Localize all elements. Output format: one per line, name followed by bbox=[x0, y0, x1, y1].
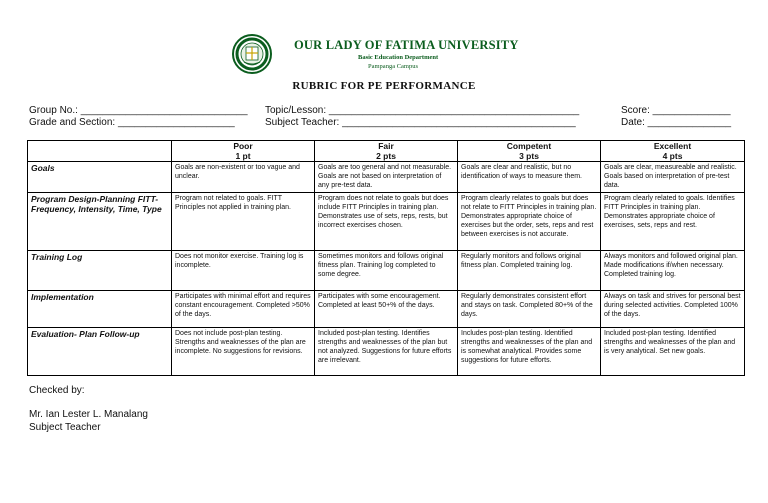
university-name: OUR LADY OF FATIMA UNIVERSITY bbox=[294, 38, 519, 52]
table-row bbox=[28, 290, 745, 327]
poor-cell: Does not include post-plan testing. Strengths and weaknesses of the plan are incomplete. No suggestions for revisions. bbox=[172, 327, 315, 375]
fair-cell: Sometimes monitors and follows original fitness plan. Training log completed to some degree. bbox=[315, 250, 458, 290]
competent-cell: Includes post-plan testing. Identified strengths and weaknesses of the plan and is somewhat analytical. Provides some suggestions for future efforts. bbox=[458, 327, 601, 375]
criterion-cell: Goals bbox=[28, 162, 172, 193]
criterion-cell: Program Design-Planning FITT- Frequency, Intensity, Time, Type bbox=[28, 192, 172, 250]
criteria-header bbox=[28, 141, 172, 162]
fair-cell: Participates with some encouragement. Completed at least 50+% of the days. bbox=[315, 290, 458, 327]
group-field: Group No.: ______________________________ bbox=[29, 105, 248, 116]
fair-cell: Program does not relate to goals but does include FITT Principles in training plan. Demonstrates use of sets, reps, rests, but incorrect exercises chosen. bbox=[315, 192, 458, 250]
criterion-cell: Training Log bbox=[28, 250, 172, 290]
topic-field: Topic/Lesson: _____________________________________________ bbox=[265, 105, 580, 116]
competent-cell: Regularly demonstrates consistent effort and stays on task. Completed 80+% of the days. bbox=[458, 290, 601, 327]
university-header bbox=[232, 34, 532, 78]
excellent-cell: Always monitors and followed original plan. Made modifications if/when necessary. Completed training log. bbox=[601, 250, 745, 290]
fair-cell: Goals are too general and not measurable. Goals are not based on interpretation of any pre-test data. bbox=[315, 162, 458, 193]
university-seal-icon bbox=[232, 34, 272, 74]
teacher-role: Subject Teacher bbox=[29, 422, 101, 433]
excellent-cell: Included post-plan testing. Identified strengths and weaknesses of the plan and is very analytical. Set new goals. bbox=[601, 327, 745, 375]
poor-cell: Participates with minimal effort and requires constant encouragement. Completed >50% of the days. bbox=[172, 290, 315, 327]
table-row bbox=[28, 250, 745, 290]
department-name: Basic Education Department bbox=[358, 54, 439, 61]
competent-cell: Goals are clear and realistic, but no identification of ways to measure them. bbox=[458, 162, 601, 193]
date-field: Date: _______________ bbox=[621, 117, 732, 128]
competent-cell: Regularly monitors and follows original fitness plan. Completed training log. bbox=[458, 250, 601, 290]
campus-name: Pampanga Campus bbox=[368, 63, 419, 70]
criterion-cell: Implementation bbox=[28, 290, 172, 327]
teacher-name: Mr. Ian Lester L. Manalang bbox=[29, 409, 148, 420]
excellent-cell: Goals are clear, measureable and realistic. Goals based on interpretation of pre-test data. bbox=[601, 162, 745, 193]
grade-section-field: Grade and Section: _____________________ bbox=[29, 117, 235, 128]
score-field: Score: ______________ bbox=[621, 105, 731, 116]
competent-cell: Program clearly relates to goals but does not relate to FITT Principles in training plan. Demonstrates appropriate choice of exercises but the order, sets, reps and rest between exercises is not accurate. bbox=[458, 192, 601, 250]
table-row bbox=[28, 327, 745, 375]
excellent-header: Excellent 4 pts bbox=[601, 141, 745, 162]
criterion-cell: Evaluation- Plan Follow-up bbox=[28, 327, 172, 375]
table-row bbox=[28, 162, 745, 193]
document-title: RUBRIC FOR PE PERFORMANCE bbox=[292, 80, 476, 92]
subject-teacher-field: Subject Teacher: __________________________________________ bbox=[265, 117, 576, 128]
table-row bbox=[28, 192, 745, 250]
competent-header: Competent 3 pts bbox=[458, 141, 601, 162]
checked-by-label: Checked by: bbox=[29, 385, 85, 396]
poor-cell: Does not monitor exercise. Training log is incomplete. bbox=[172, 250, 315, 290]
poor-cell: Program not related to goals. FITT Principles not applied in training plan. bbox=[172, 192, 315, 250]
fair-header: Fair 2 pts bbox=[315, 141, 458, 162]
rubric-header-row bbox=[28, 141, 745, 162]
excellent-cell: Program clearly related to goals. Identifies FITT Principles in training plan. Demonstrates appropriate choice of exercises, sets, reps and rest. bbox=[601, 192, 745, 250]
poor-cell: Goals are non-existent or too vague and unclear. bbox=[172, 162, 315, 193]
poor-header: Poor 1 pt bbox=[172, 141, 315, 162]
excellent-cell: Always on task and strives for personal best during selected activities. Completed 100% of the days. bbox=[601, 290, 745, 327]
fair-cell: Included post-plan testing. Identifies strengths and weaknesses of the plan but not analyzed. Suggestions for future efforts are irrelevant. bbox=[315, 327, 458, 375]
rubric-table bbox=[27, 140, 745, 376]
